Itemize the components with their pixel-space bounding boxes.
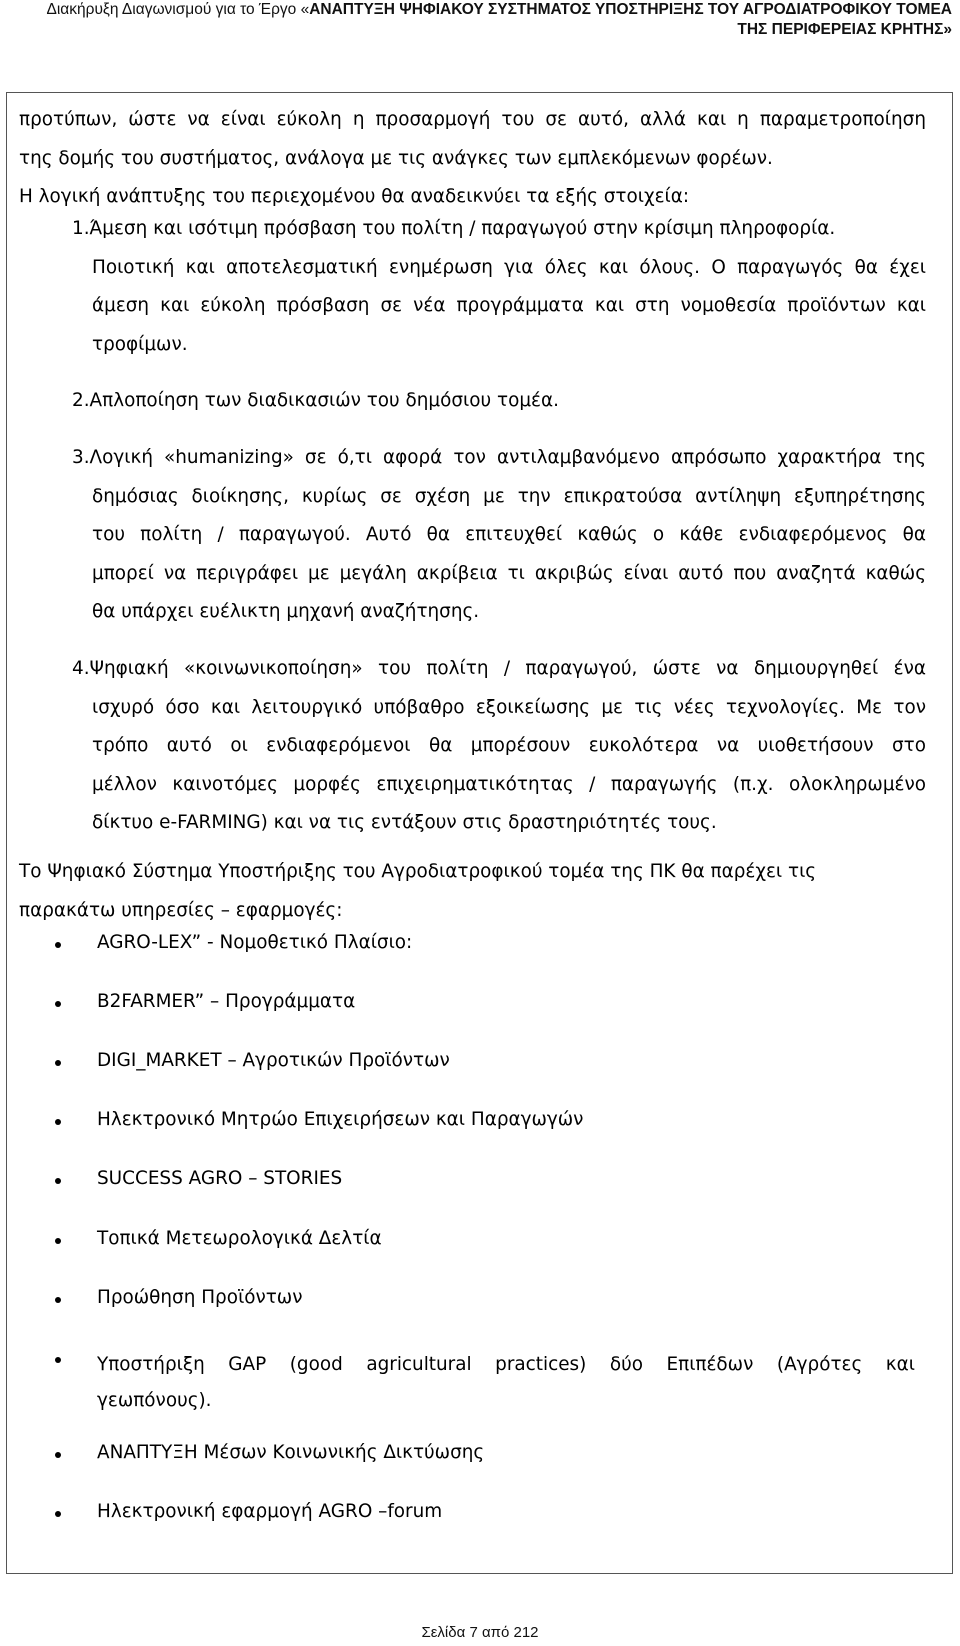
- bullet-icon: [55, 1119, 61, 1125]
- bullet-icon: [55, 1178, 61, 1184]
- point-2: 2.Απλοποίηση των διαδικασιών του δημόσιου τομέα.: [72, 390, 559, 411]
- header-line-2: ΤΗΣ ΠΕΡΙΦΕΡΕΙΑΣ ΚΡΗΤΗΣ»: [737, 21, 952, 38]
- services-line-1: Το Ψηφιακό Σύστημα Υποστήριξης του Αγροδιατροφικού τομέα της ΠΚ θα παρέχει τις: [19, 861, 817, 882]
- bullet-icon: [55, 1001, 61, 1007]
- bullet-icon: [55, 942, 61, 948]
- list-item: Τοπικά Μετεωρολογικά Δελτία: [97, 1228, 382, 1249]
- bullet-icon: [55, 1511, 61, 1517]
- intro-line-2: της δομής του συστήματος, ανάλογα με τις ανάγκες των εμπλεκόμενων φορέων.: [19, 147, 773, 169]
- list-item: ΑΝΑΠΤΥΞΗ Μέσων Κοινωνικής Δικτύωσης: [97, 1442, 485, 1463]
- point-3-line-1: 3.Λογική «humanizing» σε ό,τι αφορά τον αντιλαμβανόμενο απρόσωπο χαρακτήρα της: [72, 447, 926, 468]
- point-3-number: 3.: [72, 447, 90, 468]
- list-item: B2FARMER” – Προγράμματα: [97, 991, 356, 1012]
- point-4-number: 4.: [72, 658, 90, 679]
- list-item: Ηλεκτρονική εφαρμογή AGRO –forum: [97, 1501, 443, 1522]
- point-1-line-1: 1.Άμεση και ισότιμη πρόσβαση του πολίτη / παραγωγού στην κρίσιμη πληροφορία.: [72, 218, 836, 239]
- point-3-line-3: του πολίτη / παραγωγού. Αυτό θα επιτευχθεί καθώς ο κάθε ενδιαφερόμενος θα: [92, 524, 926, 545]
- intro-paragraph: [19, 101, 926, 217]
- list-item: SUCCESS AGRO – STORIES: [97, 1168, 343, 1189]
- point-4-line-1: 4.Ψηφιακή «κοινωνικοποίηση» του πολίτη / παραγωγού, ώστε να δημιουργηθεί ένα: [72, 658, 926, 679]
- point-4: [72, 650, 926, 843]
- point-3: [72, 439, 926, 632]
- point-1-line-3: άμεση και εύκολη πρόσβαση σε νέα προγράμματα και στη νομοθεσία προϊόντων και: [92, 295, 926, 316]
- header-line-1: Διακήρυξη Διαγωνισμού για το Έργο «ΑΝΑΠΤΥΞΗ ΨΗΦΙΑΚΟΥ ΣΥΣΤΗΜΑΤΟΣ ΥΠΟΣΤΗΡΙΞΗΣ ΤΟΥ ΑΓΡΟΔΙΑΤΡΟΦΙΚΟΥ ΤΟΜΕΑ: [46, 1, 952, 18]
- bullet-icon: [55, 1060, 61, 1066]
- list-item-line-1: Υποστήριξη GAP (good agricultural practices) δύο Επιπέδων (Αγρότες και: [97, 1354, 915, 1375]
- list-item: [97, 1347, 915, 1419]
- point-4-line-5: δίκτυο e-FARMING) και να τις εντάξουν στις δραστηριότητές τους.: [92, 812, 717, 833]
- point-4-line-2: ισχυρό όσο και λειτουργικό υπόβαθρο εξοικείωσης με τις νέες τεχνολογίες. Με τον: [92, 696, 926, 718]
- list-item-line-2: γεωπόνους).: [97, 1390, 212, 1411]
- intro-line-1: προτύπων, ώστε να είναι εύκολη η προσαρμογή του σε αυτό, αλλά και η παραμετροποίηση: [19, 109, 926, 130]
- bullet-icon: [55, 1238, 61, 1244]
- point-1-line-4: τροφίμων.: [92, 333, 188, 355]
- point-1: [72, 210, 926, 364]
- point-3-line-5: θα υπάρχει ευέλικτη μηχανή αναζήτησης.: [92, 601, 480, 622]
- page-header: [2, 0, 952, 40]
- point-1-number: 1.: [72, 218, 90, 239]
- point-1-line-2: Ποιοτική και αποτελεσματική ενημέρωση για όλες και όλους. Ο παραγωγός θα έχει: [92, 256, 926, 278]
- point-2-number: 2.: [72, 390, 90, 411]
- point-4-line-3: τρόπο αυτό οι ενδιαφερόμενοι θα μπορέσουν ευκολότερα να υιοθετήσουν στο: [92, 735, 926, 756]
- point-3-line-4: μπορεί να περιγράφει με μεγάλη ακρίβεια τι ακριβώς είναι αυτό που αναζητά καθώς: [92, 562, 926, 584]
- list-item: AGRO-LEX” - Νομοθετικό Πλαίσιο:: [97, 932, 413, 953]
- services-line-2: παρακάτω υπηρεσίες – εφαρμογές:: [19, 899, 343, 921]
- list-item: Ηλεκτρονικό Μητρώο Επιχειρήσεων και Παραγωγών: [97, 1109, 584, 1130]
- bullet-icon: [55, 1297, 61, 1303]
- list-item: Προώθηση Προϊόντων: [97, 1287, 303, 1308]
- list-item: DIGI_MARKET – Αγροτικών Προϊόντων: [97, 1050, 450, 1071]
- page-number: Σελίδα 7 από 212: [421, 1624, 539, 1641]
- bullet-icon: [55, 1357, 61, 1363]
- intro-line-3: Η λογική ανάπτυξης του περιεχομένου θα αναδεικνύει τα εξής στοιχεία:: [19, 186, 690, 207]
- point-4-line-4: μέλλον καινοτόμες μορφές επιχειρηματικότητας / παραγωγής (π.χ. ολοκληρωμένο: [92, 773, 926, 795]
- services-intro: [19, 853, 816, 930]
- bullet-icon: [55, 1452, 61, 1458]
- point-3-line-2: δημόσιας διοίκησης, κυρίως σε σχέση με την επικρατούσα αντίληψη εξυπηρέτησης: [92, 485, 926, 507]
